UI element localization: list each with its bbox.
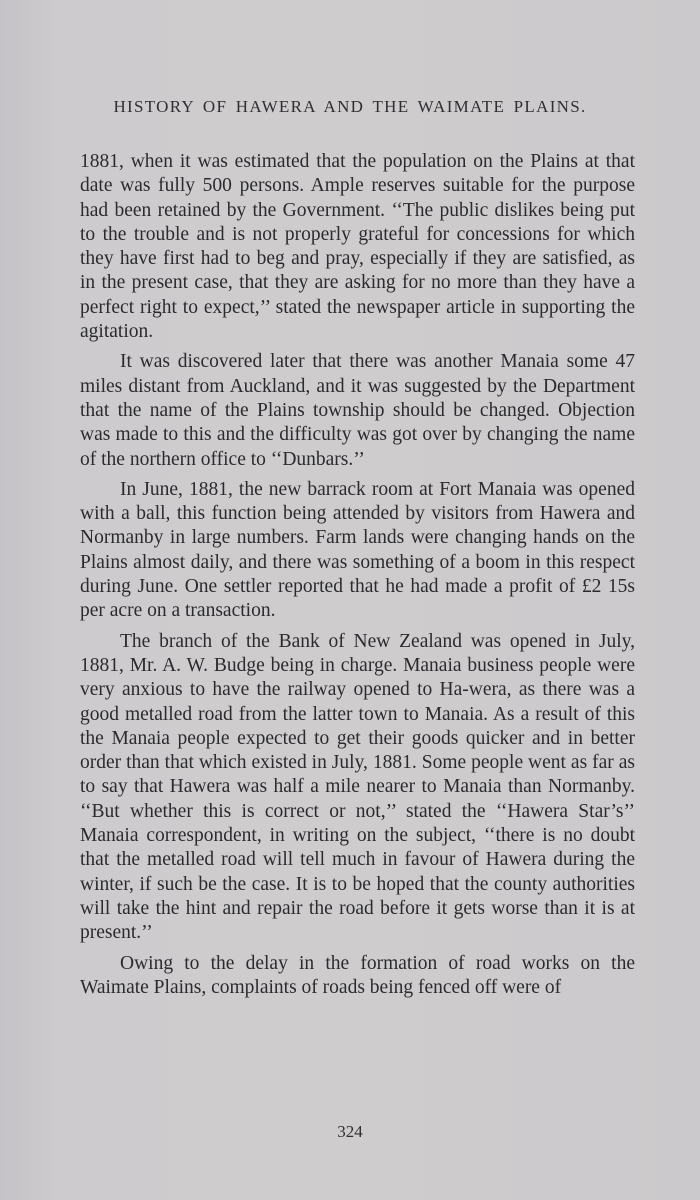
page-number: 324 bbox=[337, 1122, 363, 1141]
paragraph-1: 1881, when it was estimated that the population on the Plains at that date was fully 500 persons. Ample reserves suitable for the purpose had been retained by the Government. ‘‘The public dislikes being put to the trouble and is not properly grateful for concessions for which they have first had to beg and pray, especially if they are satisfied, as in the present case, that they are asking for no more than they have a perfect right to expect,’’ stated the newspaper article in supporting the agitation. bbox=[80, 151, 635, 343]
paragraph-3: In June, 1881, the new barrack room at Fort Manaia was opened with a ball, this function being attended by visitors from Hawera and Normanby in large numbers. Farm lands were changing hands on the Plains almost daily, and there was something of a boom in this respect during June. One settler reported that he had made a profit of £2 15s per acre on a transaction. bbox=[80, 478, 635, 622]
paragraph-2: It was discovered later that there was another Manaia some 47 miles distant from Auckland, and it was suggested by the Department that the name of the Plains township should be changed. Objection was made to this and the difficulty was got over by changing the name of the northern office to ‘‘Dunbars.’’ bbox=[80, 351, 635, 470]
paragraph-4: The branch of the Bank of New Zealand was opened in July, 1881, Mr. A. W. Budge being in charge. Manaia business people were very anxious to have the railway opened to Ha-wera, as there was a good metalled road from the latter town to Manaia. As a result of this the Manaia people expected to get their goods quicker and in better order than that which existed in July, 1881. Some people went as far as to say that Hawera was half a mile nearer to Manaia than Normanby. ‘‘But whether this is correct or not,’’ stated the ‘‘Hawera Star’s’’ Manaia correspondent, in writing on the subject, ‘‘there is no doubt that the metalled road will tell much in favour of Hawera during the winter, if such be the case. It is to be hoped that the county authorities will take the hint and repair the road before it gets worse than it is at present.’’ bbox=[80, 630, 635, 944]
body-text bbox=[80, 150, 635, 1006]
paragraph-5: Owing to the delay in the formation of road works on the Waimate Plains, complaints of roads being fenced off were of bbox=[80, 952, 635, 998]
running-head: HISTORY OF HAWERA AND THE WAIMATE PLAINS. bbox=[113, 97, 587, 116]
